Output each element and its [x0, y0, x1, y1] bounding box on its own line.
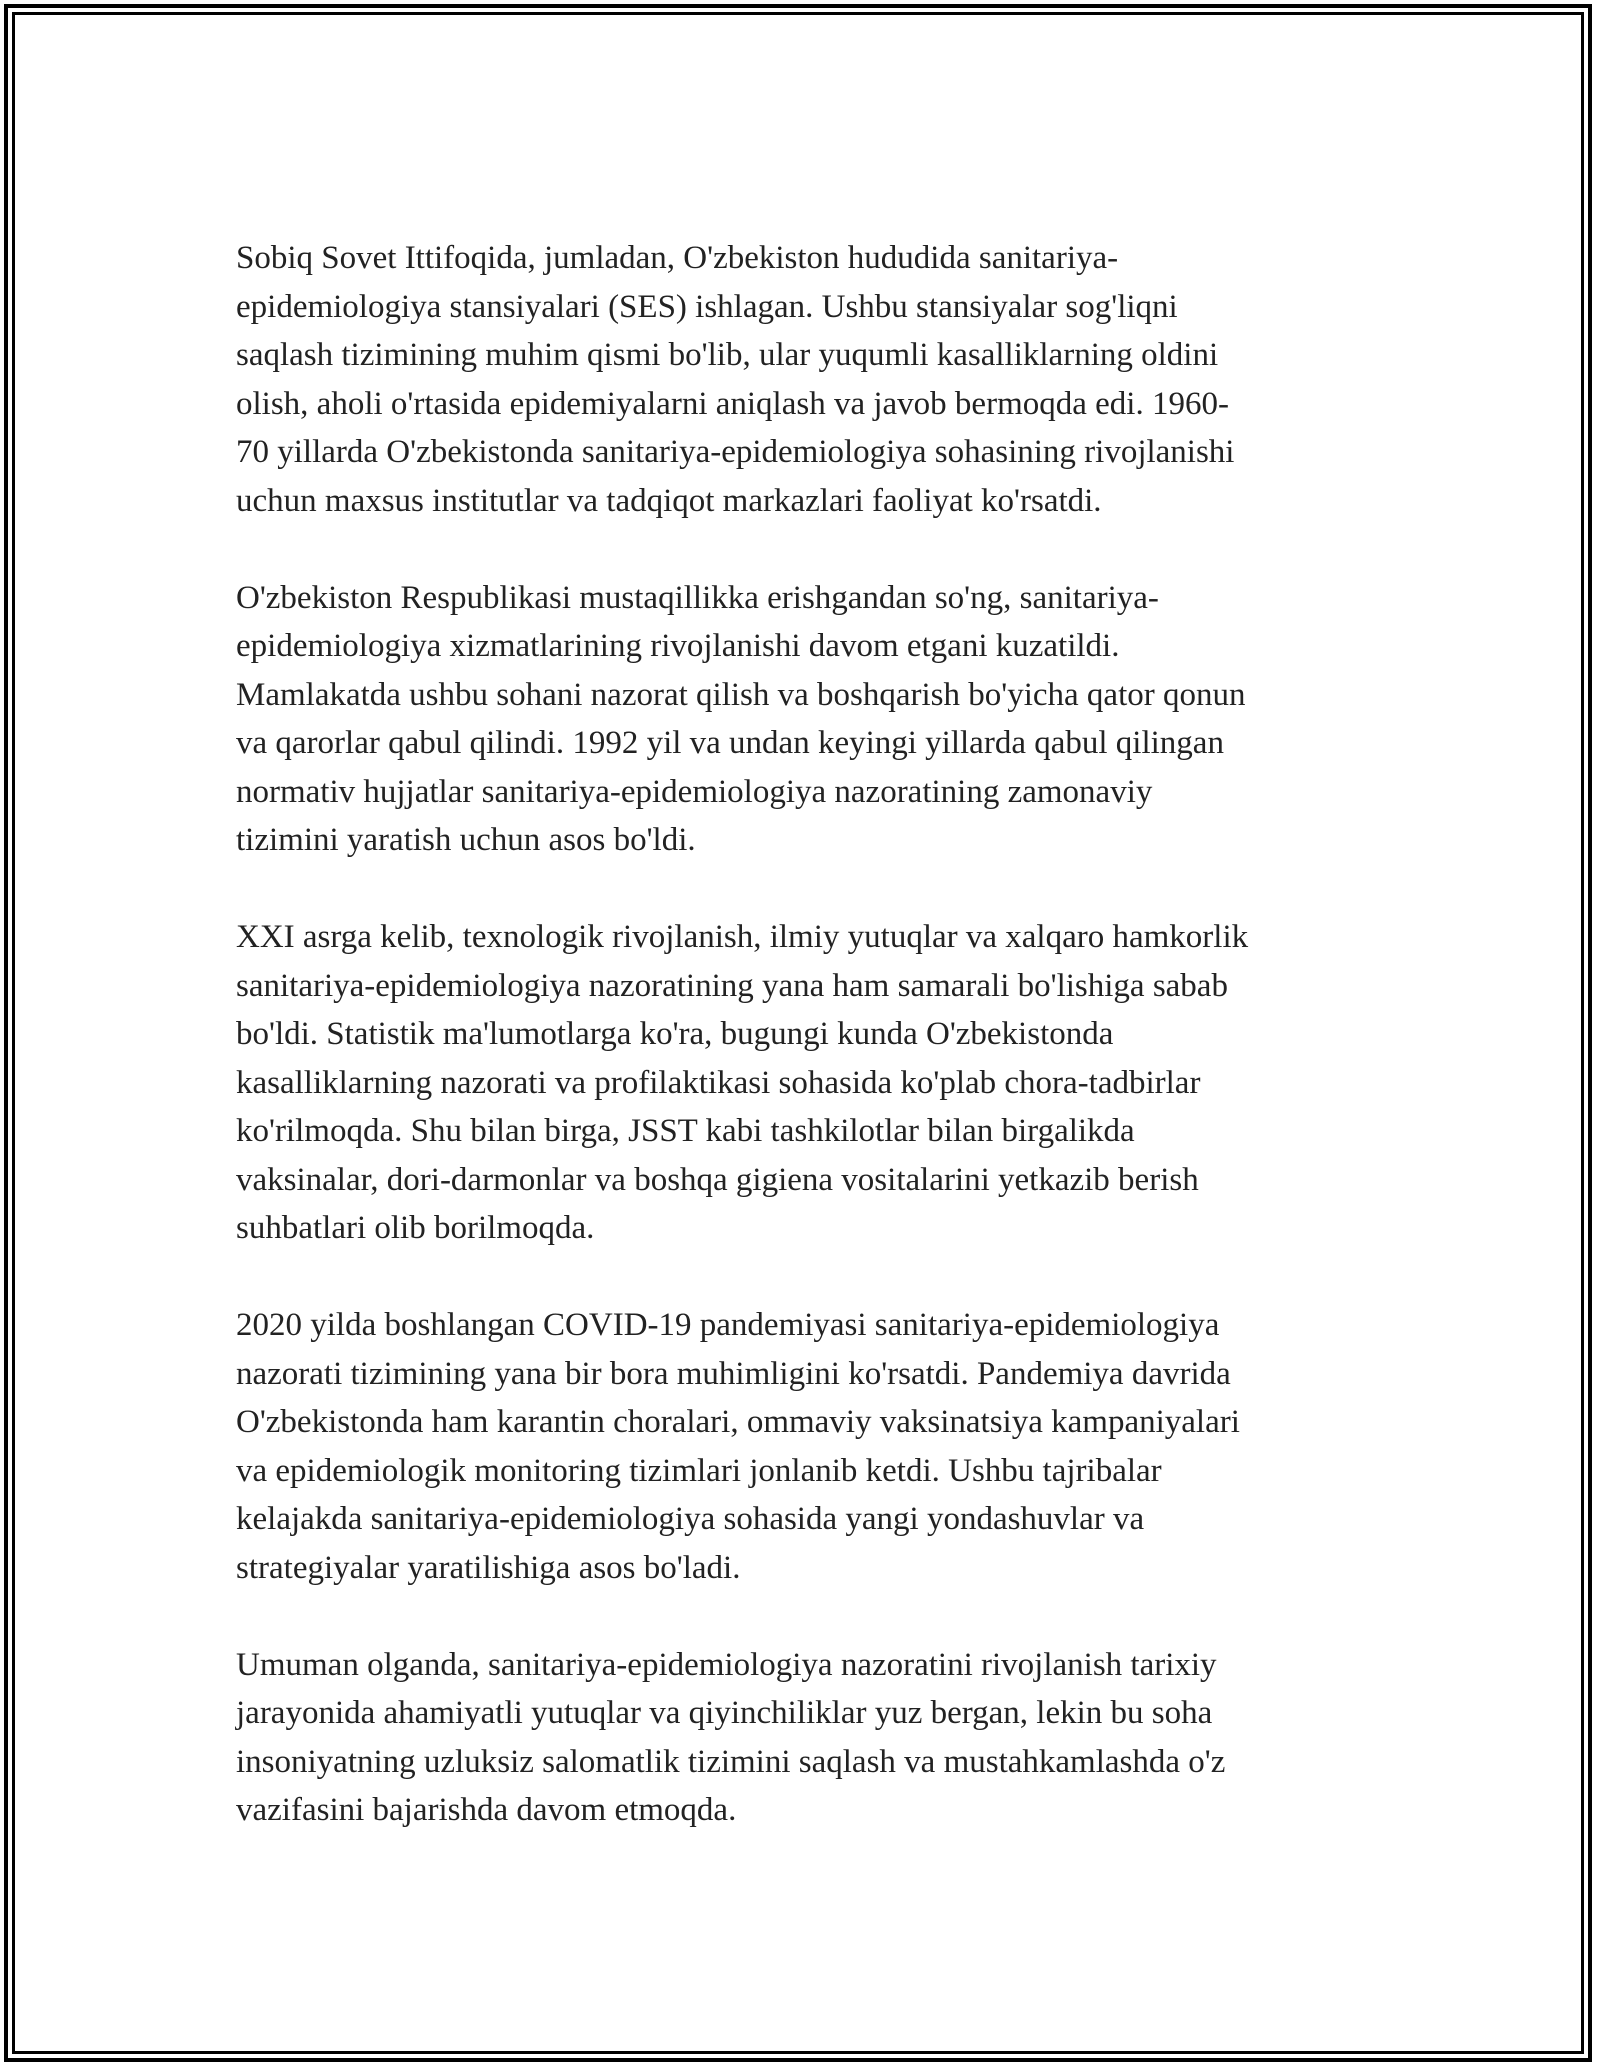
text-line: jarayonida ahamiyatli yutuqlar va qiyinchiliklar yuz bergan, lekin bu soha	[236, 1695, 1213, 1731]
text-line: olish, aholi o'rtasida epidemiyalarni aniqlash va javob bermoqda edi. 1960-	[236, 385, 1229, 422]
text-line: Mamlakatda ushbu sohani nazorat qilish va boshqarish bo'yicha qator qonun	[236, 676, 1246, 713]
text-line: O'zbekistonda ham karantin choralari, ommaviy vaksinatsiya kampaniyalari	[236, 1404, 1240, 1440]
text-line: Umuman olganda, sanitariya-epidemiologiya nazoratini rivojlanish tarixiy	[236, 1646, 1217, 1683]
text-line: 70 yillarda O'zbekistonda sanitariya-epidemiologiya sohasining rivojlanishi	[236, 434, 1235, 470]
text-line: nazorati tizimining yana bir bora muhimligini ko'rsatdi. Pandemiya davrida	[236, 1355, 1231, 1392]
text-line: bo'ldi. Statistik ma'lumotlarga ko'ra, bugungi kunda O'zbekistonda	[236, 1016, 1114, 1052]
paragraph-21st-century	[236, 913, 1386, 1253]
text-line: strategiyalar yaratilishiga asos bo'ladi.	[236, 1549, 741, 1586]
paragraph-conclusion	[236, 1641, 1386, 1835]
text-line: insoniyatning uzluksiz salomatlik tizimini saqlash va mustahkamlashda o'z	[236, 1743, 1226, 1780]
text-line: suhbatlari olib borilmoqda.	[236, 1210, 595, 1246]
text-line: va qarorlar qabul qilindi. 1992 yil va undan keyingi yillarda qabul qilingan	[236, 725, 1224, 761]
text-line: 2020 yilda boshlangan COVID-19 pandemiyasi sanitariya-epidemiologiya	[236, 1307, 1220, 1343]
paragraph-covid-19	[236, 1301, 1386, 1592]
text-line: vaksinalar, dori-darmonlar va boshqa gigiena vositalarini yetkazib berish	[236, 1161, 1199, 1198]
text-line: va epidemiologik monitoring tizimlari jonlanib ketdi. Ushbu tajribalar	[236, 1452, 1162, 1489]
text-line: epidemiologiya xizmatlarining rivojlanishi davom etgani kuzatildi.	[236, 628, 1120, 664]
text-line: normativ hujjatlar sanitariya-epidemiologiya nazoratining zamonaviy	[236, 773, 1153, 810]
paragraph-independence	[236, 574, 1386, 865]
text-line: kelajakda sanitariya-epidemiologiya sohasida yangi yondashuvlar va	[236, 1501, 1145, 1537]
text-line: XXI asrga kelib, texnologik rivojlanish, ilmiy yutuqlar va xalqaro hamkorlik	[236, 919, 1249, 955]
paragraph-soviet-era	[236, 234, 1386, 525]
text-line: saqlash tizimining muhim qismi bo'lib, ular yuqumli kasalliklarning oldini	[236, 337, 1219, 373]
text-line: epidemiologiya stansiyalari (SES) ishlagan. Ushbu stansiyalar sog'liqni	[236, 288, 1178, 325]
text-line: Sobiq Sovet Ittifoqida, jumladan, O'zbekiston hududida sanitariya-	[236, 240, 1119, 276]
text-line: ko'rilmoqda. Shu bilan birga, JSST kabi tashkilotlar bilan birgalikda	[236, 1113, 1135, 1149]
text-line: kasalliklarning nazorati va profilaktikasi sohasida ko'plab chora-tadbirlar	[236, 1064, 1201, 1101]
text-line: tizimini yaratish uchun asos bo'ldi.	[236, 822, 696, 858]
text-line: uchun maxsus institutlar va tadqiqot markazlari faoliyat ko'rsatdi.	[236, 482, 1102, 519]
text-line: O'zbekiston Respublikasi mustaqillikka erishgandan so'ng, sanitariya-	[236, 579, 1159, 616]
text-line: sanitariya-epidemiologiya nazoratining yana ham samarali bo'lishiga sabab	[236, 967, 1228, 1004]
document-body	[236, 234, 1386, 1883]
text-line: vazifasini bajarishda davom etmoqda.	[236, 1792, 737, 1828]
